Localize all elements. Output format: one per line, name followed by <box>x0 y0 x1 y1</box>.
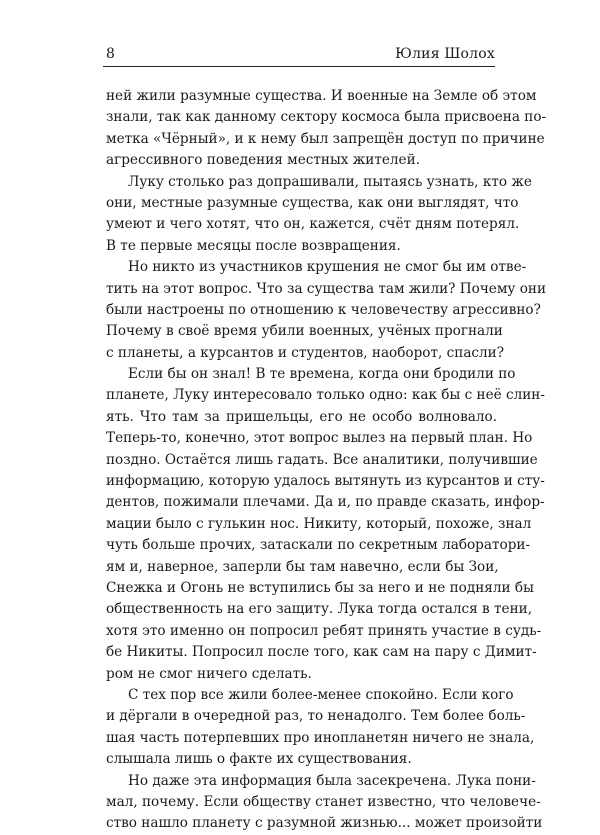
paragraph <box>106 172 532 258</box>
text-line: хотя это именно он попросил ребят принять участие в судь- <box>106 622 542 639</box>
text-line: поздно. Остаётся лишь гадать. Все аналитики, получившие <box>106 451 538 468</box>
text-line: общественность на его защиту. Лука тогда остался в тени, <box>106 601 533 618</box>
paragraph <box>106 685 535 771</box>
text-line: ство нашло планету с разумной жизнью... может произойти <box>106 815 543 832</box>
text-line: Но никто из участников крушения не смог бы им отве- <box>128 259 527 276</box>
text-line: ром не смог ничего сделать. <box>106 665 312 682</box>
text-line: ней жили разумные существа. И военные на Земле об этом <box>106 88 537 104</box>
text-line: шая часть потерпевших про инопланетян ничего не знала, <box>106 729 535 746</box>
text-line: Но даже эта информация была засекречена. Лука пони- <box>128 772 536 789</box>
header-rule <box>103 66 495 67</box>
text-line: бе Никиты. Попросил после того, как сам на пару с Димит- <box>106 644 537 661</box>
text-line: знали, так как данному сектору космоса была присвоена по- <box>106 109 547 126</box>
text-line: метка «Чёрный», и к нему был запрещён доступ по причине <box>106 130 545 147</box>
running-header-author: Юлия Шолох <box>395 46 495 62</box>
text-line: дентов, пожимали плечами. Да и, по правде сказать, инфор- <box>106 494 545 511</box>
text-line: ям и, наверное, заперли бы там навечно, если бы Зои, <box>106 558 499 575</box>
paragraph <box>106 257 547 364</box>
text-line: они, местные разумные существа, как они выглядят, что <box>106 194 519 211</box>
text-line: агрессивного поведения местных жителей. <box>106 152 420 169</box>
text-line: С тех пор все жили более-менее спокойно. Если кого <box>128 686 514 703</box>
text-line: Теперь-то, конечно, этот вопрос вылез на первый план. Но <box>106 430 533 447</box>
text-line: Почему в своё время убили военных, учёных прогнали <box>106 323 503 340</box>
text-line: были настроены по отношению к человечеству агрессивно? <box>106 301 541 318</box>
paragraph <box>106 86 547 172</box>
text-line: ять. Что там за пришельцы, его не особо волновало. <box>106 408 497 425</box>
text-line: планете, Луку интересовало только одно: как бы с неё слин- <box>106 387 545 404</box>
text-line: В те первые месяцы после возвращения. <box>106 237 401 254</box>
page-body-text <box>106 86 547 835</box>
text-line: Снежка и Огонь не вступились бы за него и не подняли бы <box>106 579 534 596</box>
text-line: Луку столько раз допрашивали, пытаясь узнать, кто же <box>128 173 532 190</box>
text-line: Если бы он знал! В те времена, когда они бродили по <box>128 366 516 383</box>
text-line: слышала лишь о факте их существования. <box>106 751 412 768</box>
paragraph <box>106 364 545 685</box>
paragraph <box>106 771 543 835</box>
page-number: 8 <box>106 46 116 62</box>
text-line: тить на этот вопрос. Что за существа там жили? Почему они <box>106 280 547 297</box>
text-line: информацию, которую удалось вытянуть из курсантов и сту- <box>106 473 545 490</box>
text-line: с планеты, а курсантов и студентов, наоборот, спасли? <box>106 344 505 361</box>
text-line: умеют и чего хотят, что он, кажется, счёт дням потерял. <box>106 216 520 233</box>
running-header <box>103 46 495 68</box>
text-line: чуть больше прочих, затаскали по секретным лаборатори- <box>106 537 531 554</box>
text-line: мации было с гулькин нос. Никиту, который, похоже, знал <box>106 515 532 532</box>
text-line: мал, почему. Если обществу станет известно, что человече- <box>106 793 541 810</box>
text-line: и дёргали в очередной раз, то ненадолго. Тем более боль- <box>106 708 526 725</box>
